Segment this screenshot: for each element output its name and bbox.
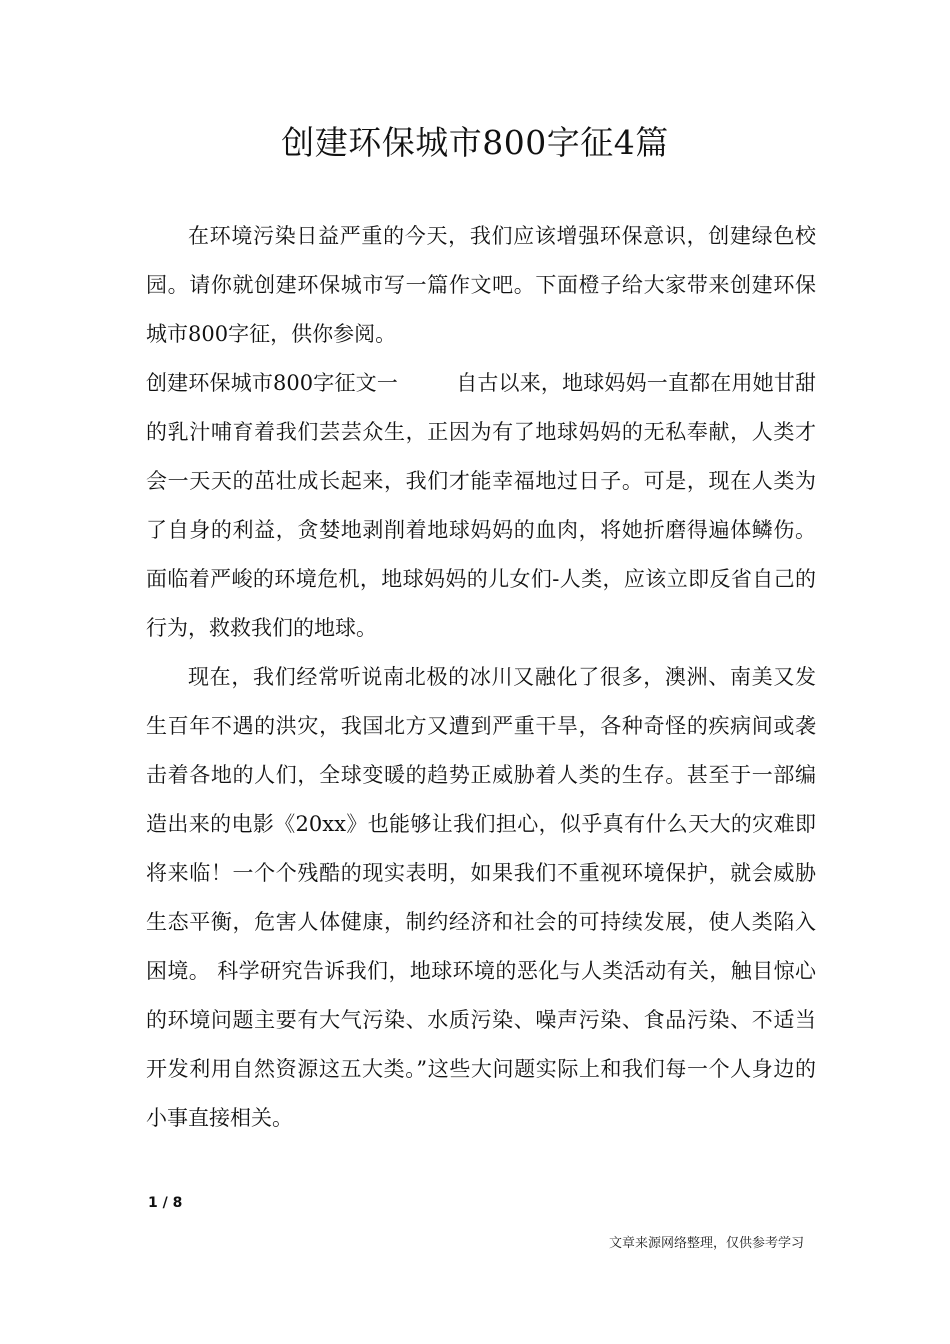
intro-paragraph: 在环境污染日益严重的今天，我们应该增强环保意识，创建绿色校园。请你就创建环保城市写一篇作文吧。下面橙子给大家带来创建环保城市800字征，供你参阅。 <box>146 224 816 346</box>
essay-one-heading: 创建环保城市800字征文一 <box>146 371 399 395</box>
essay-one-paragraph <box>146 359 816 653</box>
document-title: 创建环保城市800字征4篇 <box>281 123 669 162</box>
document-body <box>146 212 816 1143</box>
source-note: 文章来源网络整理，仅供参考学习 <box>608 1236 804 1251</box>
environment-paragraph: 现在，我们经常听说南北极的冰川又融化了很多，澳洲、南美又发生百年不遇的洪灾，我国北方又遭到严重干旱，各种奇怪的疾病间或袭击着各地的人们，全球变暖的趋势正威胁着人类的生存。甚至于一部编造出来的电影《20xx》也能够让我们担心，似乎真有什么天大的灾难即将来临！一个个残酷的现实表明，如果我们不重视环境保护，就会威胁生态平衡，危害人体健康，制约经济和社会的可持续发展，使人类陷入困境。 科学研究告诉我们，地球环境的恶化与人类活动有关，触目惊心的环境问题主要有大气污染、水质污染、噪声污染、食品污染、不适当开发利用自然资源这五大类。”这些大问题实际上和我们每一个人身边的小事直接相关。 <box>146 665 816 1130</box>
essay-one-body: 自古以来，地球妈妈一直都在用她甘甜的乳汁哺育着我们芸芸众生，正因为有了地球妈妈的无私奉献，人类才会一天天的茁壮成长起来，我们才能幸福地过日子。可是，现在人类为了自身的利益，贪婪地剥削着地球妈妈的血肉，将她折磨得遍体鳞伤。面临着严峻的环境危机，地球妈妈的儿女们-人类，应该立即反省自己的行为，救救我们的地球。 <box>146 371 816 640</box>
page-indicator: 1 / 8 <box>148 1195 183 1211</box>
